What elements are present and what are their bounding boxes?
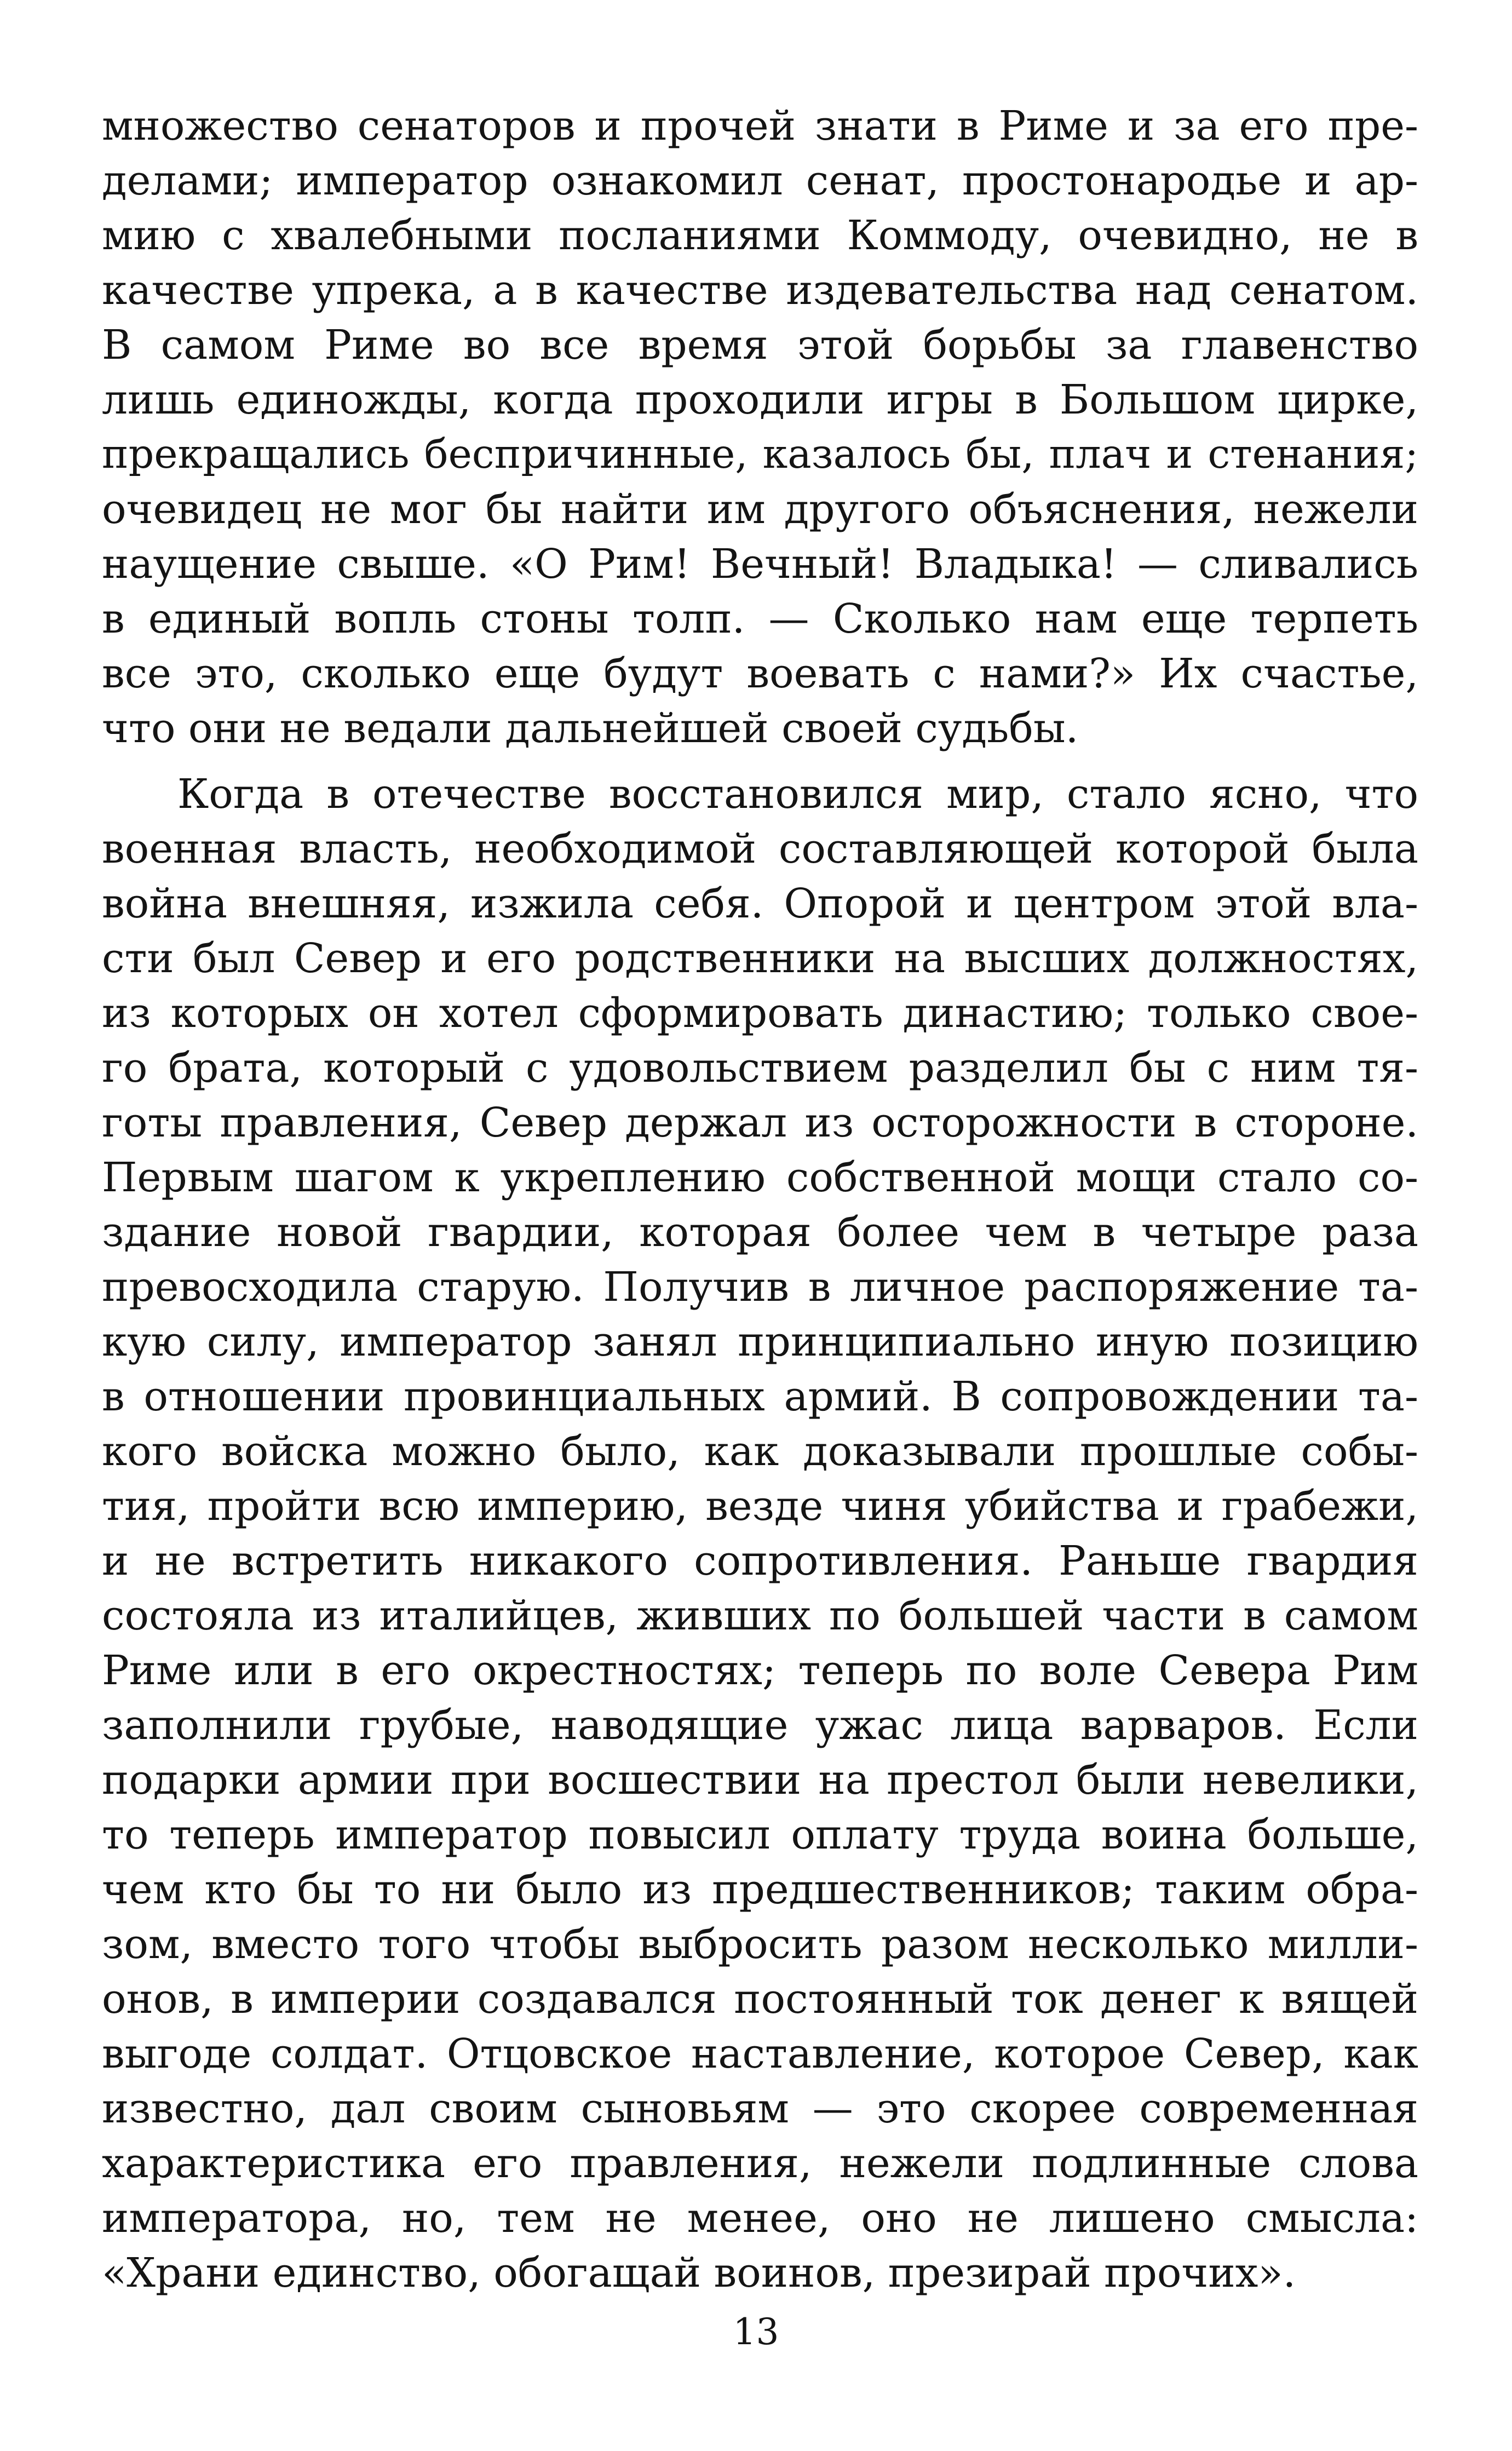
- text-line: и не встретить никакого сопротивления. Раньше гвардия: [102, 1537, 1418, 1585]
- text-line: В самом Риме во все время этой борьбы за главенство: [102, 322, 1418, 369]
- text-line: характеристика его правления, нежели подлинные слова: [102, 2140, 1418, 2187]
- text-line: в отношении провинциальных армий. В сопровождении та-: [102, 1373, 1418, 1420]
- text-line: онов, в империи создавался постоянный ток денег к вящей: [102, 1976, 1418, 2023]
- text-line: война внешняя, изжила себя. Опорой и центром этой вла-: [102, 880, 1418, 927]
- text-line: зом, вместо того чтобы выбросить разом несколько милли-: [102, 1921, 1418, 1968]
- text-line: то теперь император повысил оплату труда воина больше,: [102, 1811, 1418, 1858]
- text-line: очевидец не мог бы найти им другого объяснения, нежели: [102, 486, 1418, 533]
- text-line: качестве упрека, а в качестве издевательства над сенатом.: [102, 267, 1418, 314]
- text-line: кую силу, император занял принципиально иную позицию: [102, 1318, 1418, 1365]
- text-line: подарки армии при восшествии на престол были невелики,: [102, 1757, 1418, 1804]
- text-line: из которых он хотел сформировать династию; только свое-: [102, 990, 1418, 1037]
- text-line: сти был Север и его родственники на высших должностях,: [102, 935, 1418, 982]
- text-line: Первым шагом к укреплению собственной мощи стало со-: [102, 1154, 1418, 1201]
- text-line: императора, но, тем не менее, оно не лишено смысла:: [102, 2195, 1418, 2242]
- text-line: лишь единожды, когда проходили игры в Большом цирке,: [102, 376, 1418, 423]
- paragraph-1: [102, 99, 1418, 756]
- text-line: делами; император ознакомил сенат, простонародье и ар-: [102, 157, 1418, 204]
- text-line: Риме или в его окрестностях; теперь по воле Севера Рим: [102, 1647, 1418, 1694]
- text-line: го брата, который с удовольствием разделил бы с ним тя-: [102, 1044, 1418, 1092]
- text-line: превосходила старую. Получив в личное распоряжение та-: [102, 1264, 1418, 1311]
- text-line: наущение свыше. «О Рим! Вечный! Владыка! — сливались: [102, 541, 1418, 588]
- text-line: кого войска можно было, как доказывали прошлые собы-: [102, 1428, 1418, 1475]
- text-line: готы правления, Север держал из осторожности в стороне.: [102, 1099, 1418, 1146]
- page-number: 13: [733, 2311, 779, 2353]
- text-line: прекращались беспричинные, казалось бы, плач и стенания;: [102, 431, 1418, 478]
- text-line: известно, дал своим сыновьям — это скорее современная: [102, 2085, 1418, 2132]
- text-line: «Храни единство, обогащай воинов, презирай прочих».: [102, 2249, 1296, 2297]
- text-line: что они не ведали дальнейшей своей судьбы.: [102, 705, 1079, 752]
- text-line: мию с хвалебными посланиями Коммоду, очевидно, не в: [102, 212, 1418, 259]
- text-line: Когда в отечестве восстановился мир, стало ясно, что: [177, 771, 1418, 818]
- text-line: выгоде солдат. Отцовское наставление, которое Север, как: [102, 2030, 1418, 2077]
- text-line: состояла из италийцев, живших по большей части в самом: [102, 1592, 1418, 1639]
- text-line: военная власть, необходимой составляющей которой была: [102, 825, 1418, 873]
- text-line: тия, пройти всю империю, везде чиня убийства и грабежи,: [102, 1483, 1418, 1530]
- page-body: [102, 99, 1418, 2300]
- text-line: здание новой гвардии, которая более чем в четыре раза: [102, 1209, 1418, 1256]
- text-line: в единый вопль стоны толп. — Сколько нам еще терпеть: [102, 595, 1418, 642]
- paragraph-2: [102, 767, 1418, 2300]
- text-line: все это, сколько еще будут воевать с нами?» Их счастье,: [102, 650, 1418, 697]
- text-line: множество сенаторов и прочей знати в Риме и за его пре-: [102, 102, 1418, 150]
- text-line: чем кто бы то ни было из предшественников; таким обра-: [102, 1866, 1418, 1913]
- text-line: заполнили грубые, наводящие ужас лица варваров. Если: [102, 1702, 1418, 1749]
